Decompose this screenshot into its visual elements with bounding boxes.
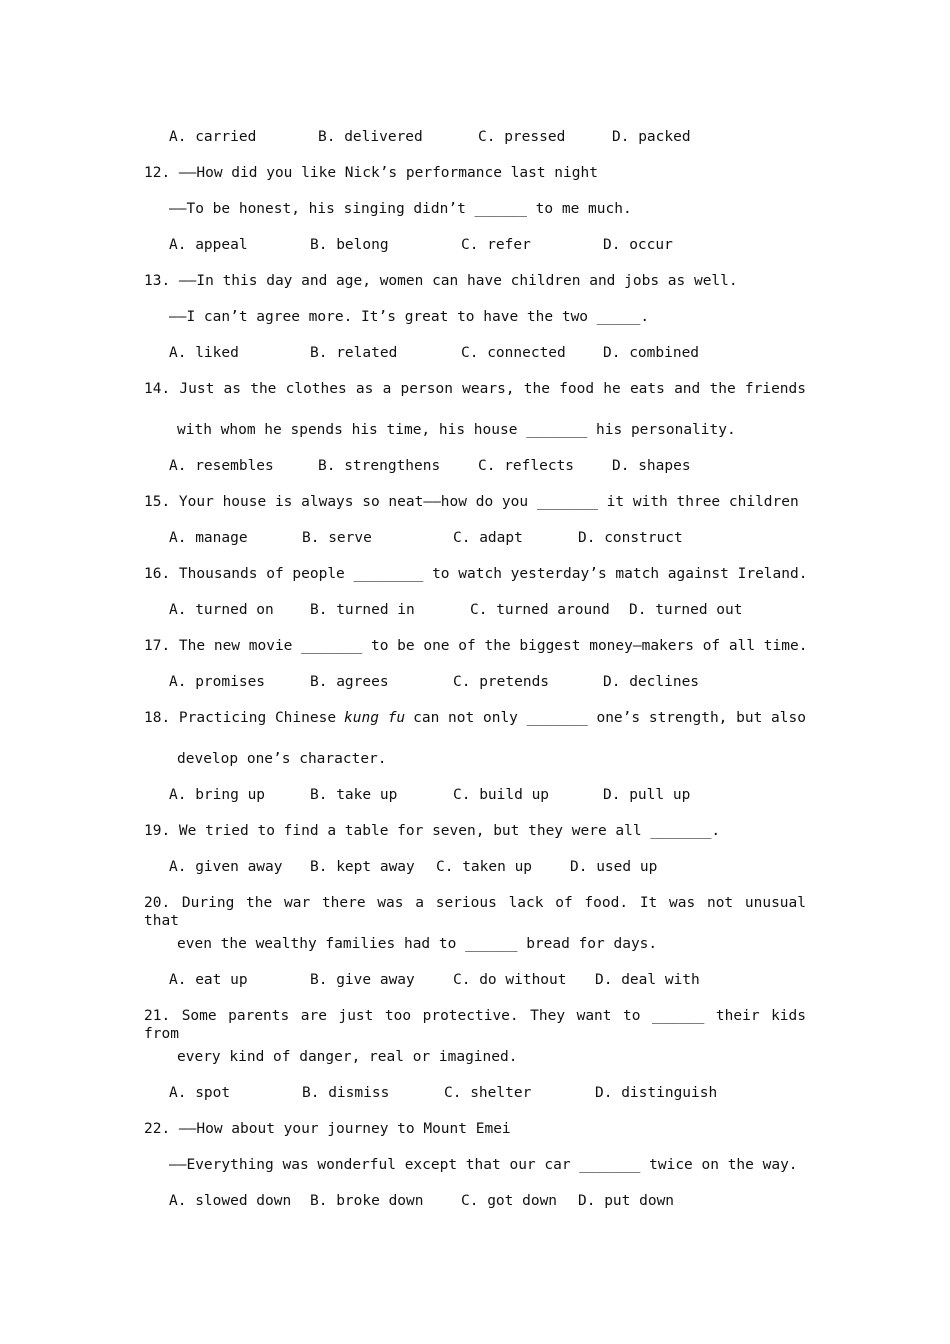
q11-option-a[interactable]: A. carried <box>169 129 257 145</box>
q18-option-c[interactable]: C. build up <box>453 787 550 803</box>
q13-option-c[interactable]: C. connected <box>461 345 566 361</box>
q13-stem: 13. ——In this day and age, women can have children and jobs as well. <box>144 273 738 289</box>
q17-option-b[interactable]: B. agrees <box>310 674 389 690</box>
q12-option-b[interactable]: B. belong <box>310 237 389 253</box>
q17-stem: 17. The new movie _______ to be one of the biggest money—makers of all time. <box>144 638 808 654</box>
q16-option-a[interactable]: A. turned on <box>169 602 274 618</box>
q22-option-b[interactable]: B. broke down <box>310 1193 424 1209</box>
q15-option-c[interactable]: C. adapt <box>453 530 523 546</box>
q16-option-c[interactable]: C. turned around <box>470 602 610 618</box>
q22-stem: 22. ——How about your journey to Mount Emei <box>144 1121 511 1137</box>
q20-continuation: even the wealthy families had to ______ bread for days. <box>177 936 658 952</box>
q21-stem: 21. Some parents are just too protective. They want to ______ their kids from <box>144 1008 806 1042</box>
q21-option-c[interactable]: C. shelter <box>444 1085 532 1101</box>
q12-stem: 12. ——How did you like Nick’s performance last night <box>144 165 598 181</box>
q13-reply: ——I can’t agree more. It’s great to have the two _____. <box>169 309 650 325</box>
q14-stem: 14. Just as the clothes as a person wears, the food he eats and the friends <box>144 381 806 397</box>
q14-option-a[interactable]: A. resembles <box>169 458 274 474</box>
q17-option-a[interactable]: A. promises <box>169 674 266 690</box>
q15-option-a[interactable]: A. manage <box>169 530 248 546</box>
q12-option-d[interactable]: D. occur <box>603 237 673 253</box>
q13-option-a[interactable]: A. liked <box>169 345 239 361</box>
q20-stem: 20. During the war there was a serious lack of food. It was not unusual that <box>144 895 806 929</box>
q16-stem: 16. Thousands of people ________ to watch yesterday’s match against Ireland. <box>144 566 808 582</box>
q18-stem-part-1: 18. Practicing Chinese <box>144 710 337 726</box>
q21-option-d[interactable]: D. distinguish <box>595 1085 718 1101</box>
q22-reply: ——Everything was wonderful except that our car _______ twice on the way. <box>169 1157 798 1173</box>
q20-option-b[interactable]: B. give away <box>310 972 415 988</box>
q15-option-d[interactable]: D. construct <box>578 530 683 546</box>
q17-option-c[interactable]: C. pretends <box>453 674 550 690</box>
q15-stem: 15. Your house is always so neat——how do you _______ it with three children <box>144 494 799 510</box>
q18-option-a[interactable]: A. bring up <box>169 787 266 803</box>
q11-option-c[interactable]: C. pressed <box>478 129 566 145</box>
q19-option-c[interactable]: C. taken up <box>436 859 533 875</box>
q14-option-c[interactable]: C. reflects <box>478 458 575 474</box>
q16-option-b[interactable]: B. turned in <box>310 602 415 618</box>
q20-option-c[interactable]: C. do without <box>453 972 567 988</box>
q21-continuation: every kind of danger, real or imagined. <box>177 1049 518 1065</box>
q22-option-a[interactable]: A. slowed down <box>169 1193 292 1209</box>
q13-option-d[interactable]: D. combined <box>603 345 700 361</box>
q14-option-d[interactable]: D. shapes <box>612 458 691 474</box>
q12-option-a[interactable]: A. appeal <box>169 237 248 253</box>
q19-stem: 19. We tried to find a table for seven, but they were all _______. <box>144 823 721 839</box>
q20-option-d[interactable]: D. deal with <box>595 972 700 988</box>
q20-option-a[interactable]: A. eat up <box>169 972 248 988</box>
q17-option-d[interactable]: D. declines <box>603 674 700 690</box>
q21-option-b[interactable]: B. dismiss <box>302 1085 390 1101</box>
q19-option-d[interactable]: D. used up <box>570 859 658 875</box>
q18-option-b[interactable]: B. take up <box>310 787 398 803</box>
q16-option-d[interactable]: D. turned out <box>629 602 743 618</box>
q22-option-c[interactable]: C. got down <box>461 1193 558 1209</box>
q12-option-c[interactable]: C. refer <box>461 237 531 253</box>
q15-option-b[interactable]: B. serve <box>302 530 372 546</box>
q21-option-a[interactable]: A. spot <box>169 1085 231 1101</box>
q18-stem-italic: kung fu <box>344 710 406 726</box>
q11-option-b[interactable]: B. delivered <box>318 129 423 145</box>
q11-option-d[interactable]: D. packed <box>612 129 691 145</box>
q22-option-d[interactable]: D. put down <box>578 1193 675 1209</box>
q18-stem <box>144 709 806 727</box>
q12-reply: ——To be honest, his singing didn’t ______ to me much. <box>169 201 632 217</box>
q18-option-d[interactable]: D. pull up <box>603 787 691 803</box>
q19-option-a[interactable]: A. given away <box>169 859 283 875</box>
q18-stem-part-2: can not only _______ one’s strength, but also <box>413 710 806 726</box>
q13-option-b[interactable]: B. related <box>310 345 398 361</box>
q18-continuation: develop one’s character. <box>177 751 387 767</box>
q19-option-b[interactable]: B. kept away <box>310 859 415 875</box>
q14-option-b[interactable]: B. strengthens <box>318 458 441 474</box>
q14-continuation: with whom he spends his time, his house _______ his personality. <box>177 422 736 438</box>
